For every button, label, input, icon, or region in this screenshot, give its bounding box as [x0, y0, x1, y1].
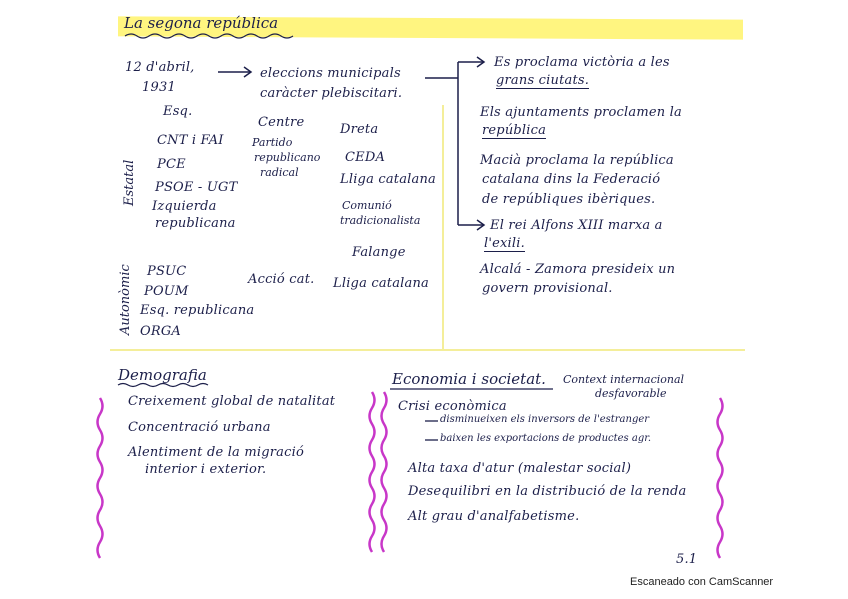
estatal-esq-item: CNT i FAI [157, 133, 224, 148]
date-line2: 1931 [142, 80, 176, 95]
autonomic-label: Autonòmic [118, 264, 133, 335]
economia-heading: Economia i societat. [392, 370, 546, 388]
estatal-dreta-item: Falange [352, 245, 406, 260]
elections-line2: caràcter plebiscitari. [260, 86, 403, 101]
result-2-line2: república [482, 123, 547, 138]
economia-context-line1: Context internacional [563, 373, 685, 386]
estatal-centre-header: Centre [258, 115, 305, 130]
estatal-dreta-item: CEDA [345, 150, 386, 165]
result-3-line1: Macià proclama la república [480, 153, 674, 168]
estatal-dreta-item: tradicionalista [340, 214, 421, 227]
estatal-dreta-header: Dreta [340, 122, 379, 137]
estatal-esq-item: PCE [157, 157, 186, 172]
autonomic-esq-item: PSUC [147, 264, 187, 279]
economia-sub-item: disminueixen els inversors de l'estranger [440, 414, 650, 425]
autonomic-esq-item: POUM [144, 284, 189, 299]
autonomic-esq-item: ORGA [140, 324, 182, 339]
estatal-esq-item: PSOE - UGT [155, 180, 238, 195]
economia-item: Alta taxa d'atur (malestar social) [408, 461, 632, 476]
estatal-centre-item: radical [260, 166, 299, 179]
result-1-line2: grans ciutats. [496, 73, 590, 88]
result-2-line1: Els ajuntaments proclamen la [480, 105, 682, 120]
estatal-dreta-item: Comunió [342, 199, 392, 212]
economia-item: Alt grau d'analfabetisme. [408, 509, 580, 524]
autonomic-centre-item: Acció cat. [248, 272, 315, 287]
result-3-line2: catalana dins la Federació [482, 172, 661, 187]
scanner-footer: Escaneado con CamScanner [630, 576, 774, 588]
demografia-item: Concentració urbana [128, 420, 271, 435]
result-4-line1: El rei Alfons XIII marxa a [490, 218, 663, 233]
estatal-centre-item: Partido [252, 136, 293, 149]
elections-line1: eleccions municipals [260, 66, 401, 81]
page-number: 5.1 [676, 552, 698, 567]
estatal-esq-item: republicana [155, 216, 236, 231]
result-3-line3: de repúbliques ibèriques. [482, 192, 656, 207]
demografia-item: interior i exterior. [145, 462, 267, 477]
estatal-label: Estatal [122, 159, 137, 206]
page-title: La segona república [124, 14, 279, 32]
result-1-line1: Es proclama victòria a les [494, 55, 670, 70]
date-line1: 12 d'abril, [125, 60, 195, 75]
result-4-line2: l'exili. [484, 236, 525, 251]
demografia-heading: Demografia [118, 366, 207, 384]
result-5-line1: Alcalá - Zamora presideix un [480, 262, 676, 277]
demografia-item: Creixement global de natalitat [128, 394, 336, 409]
economia-crisi: Crisi econòmica [398, 399, 507, 414]
autonomic-esq-item: Esq. republicana [140, 303, 255, 318]
autonomic-dreta-item: Lliga catalana [333, 276, 429, 291]
result-5-line2: govern provisional. [482, 281, 613, 296]
economia-context-line2: desfavorable [595, 387, 667, 400]
estatal-esq-item: Izquierda [152, 199, 217, 214]
estatal-centre-item: republicano [254, 151, 321, 164]
demografia-item: Alentiment de la migració [128, 445, 304, 460]
economia-sub-item: baixen les exportacions de productes agr. [440, 433, 652, 444]
economia-item: Desequilibri en la distribució de la renda [408, 484, 687, 499]
estatal-dreta-item: Lliga catalana [340, 172, 436, 187]
estatal-esq-header: Esq. [163, 104, 193, 119]
